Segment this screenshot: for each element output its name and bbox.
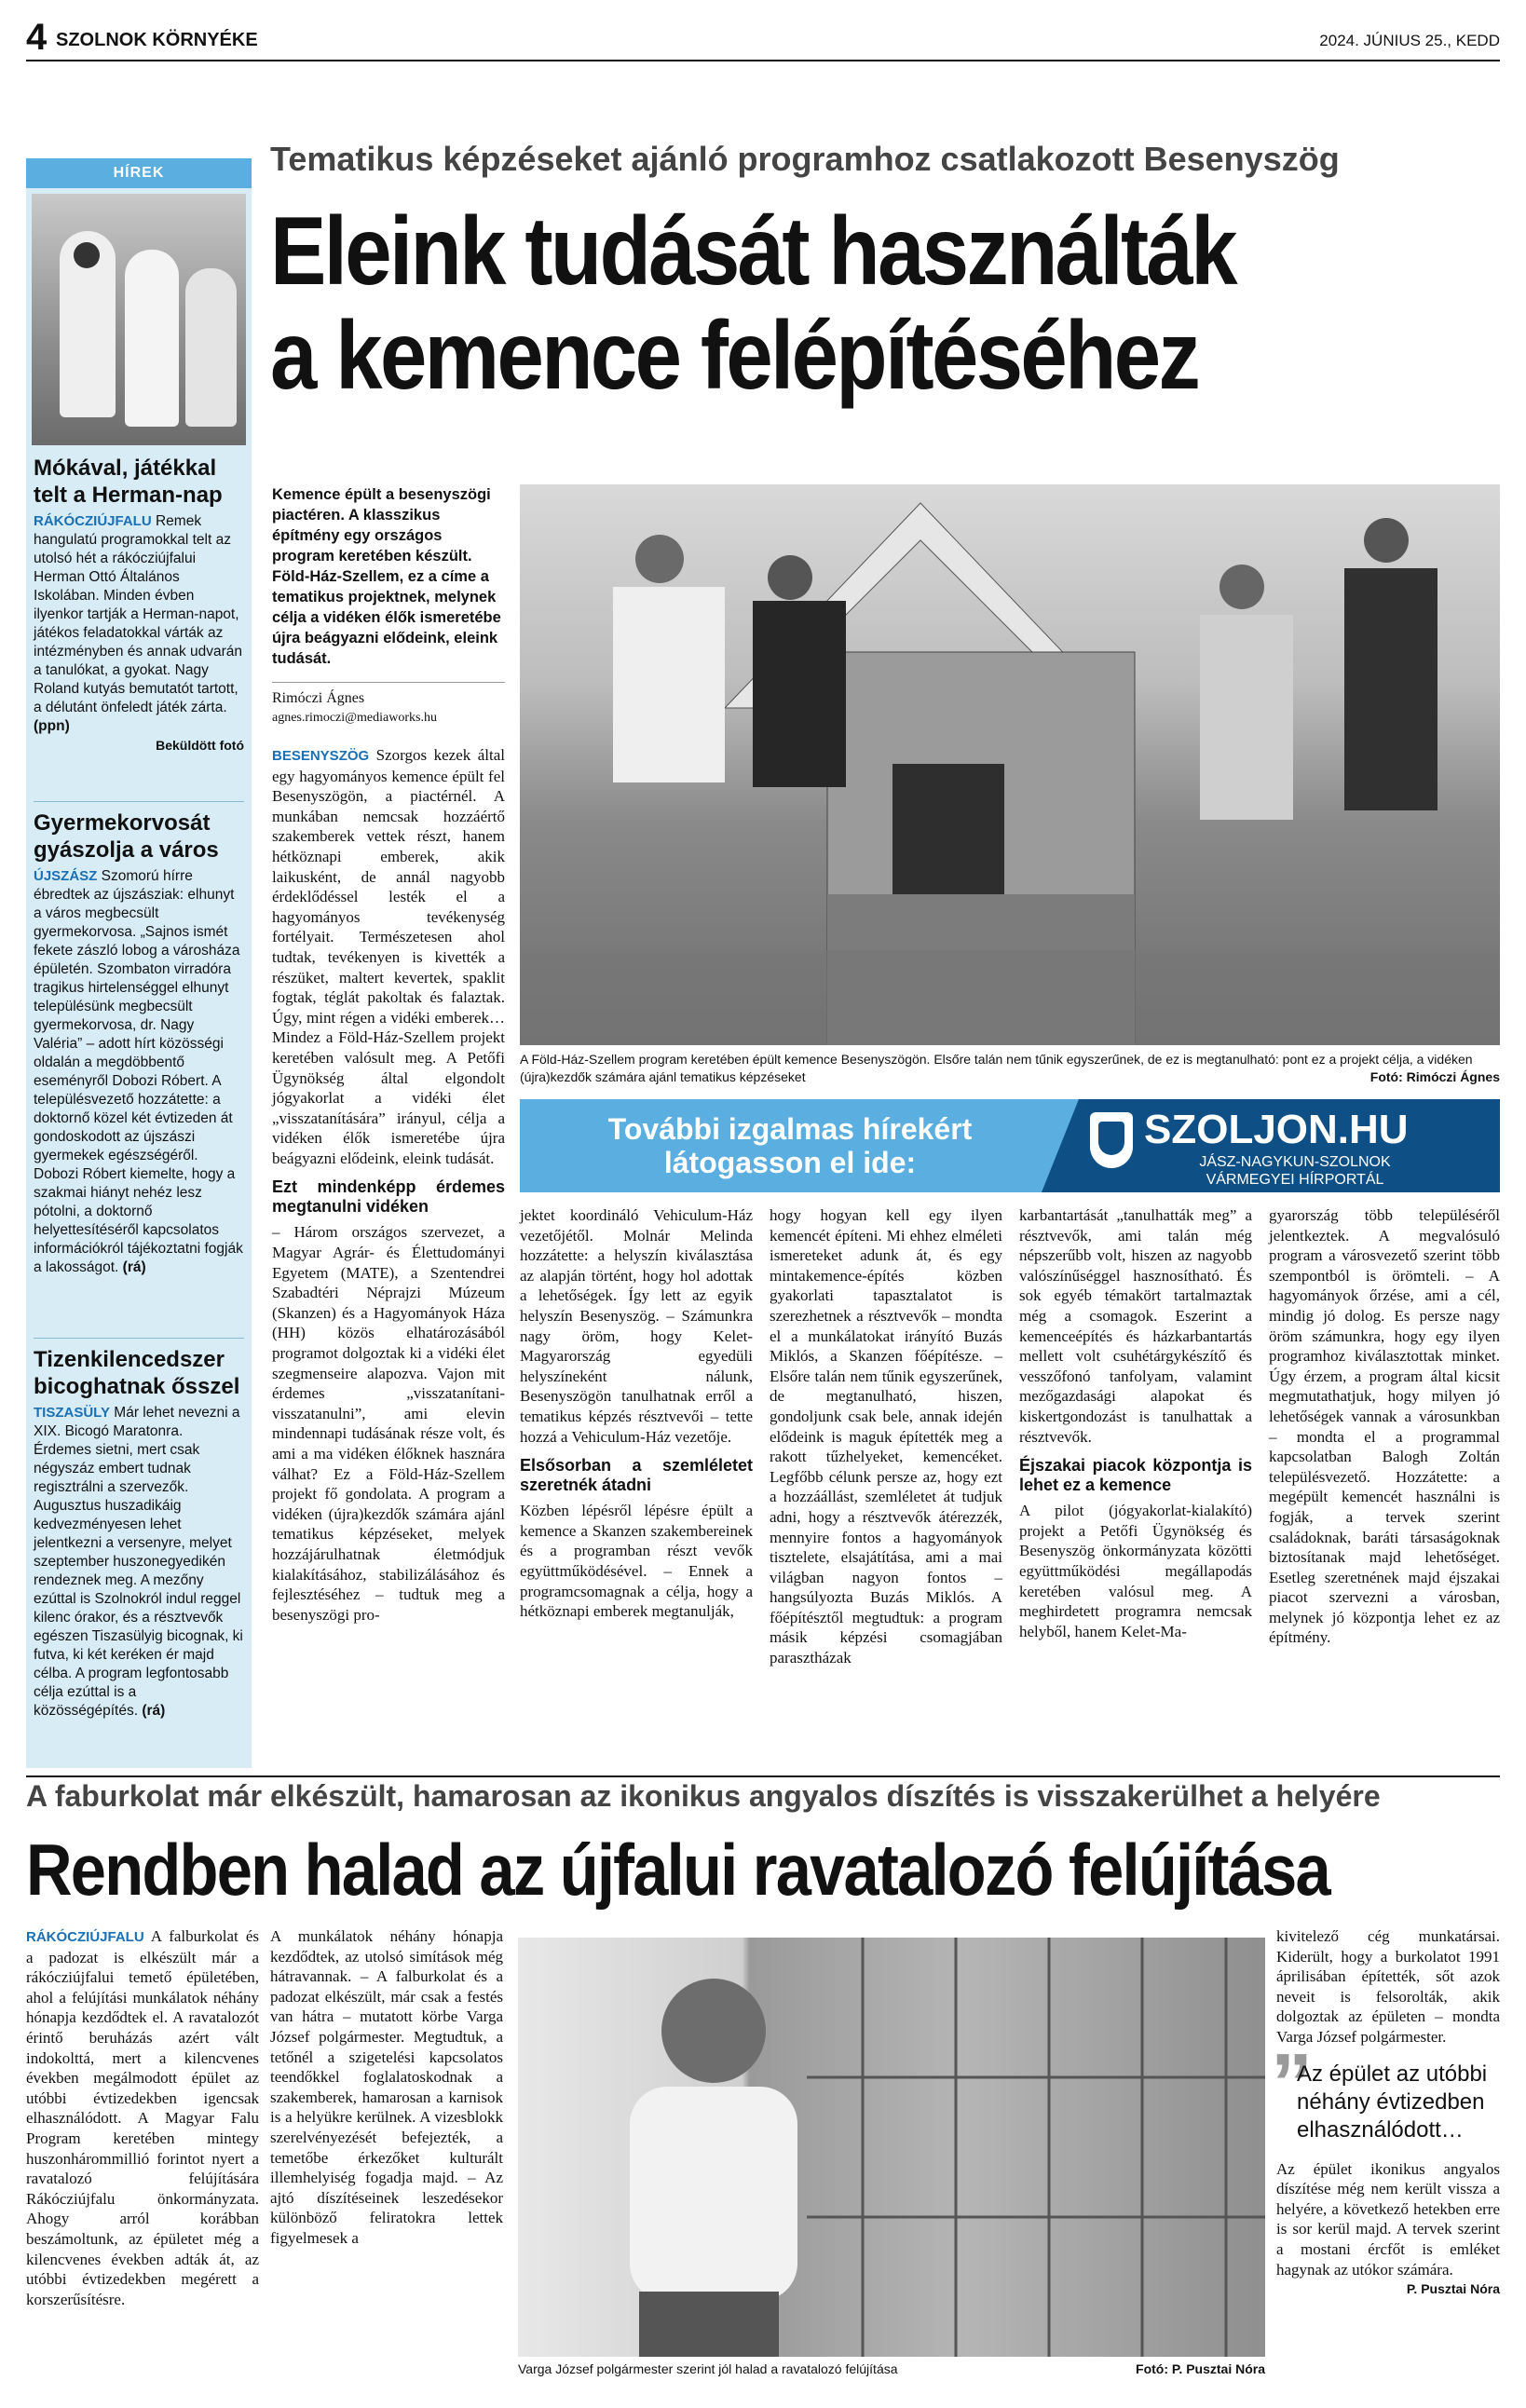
photo-credit: Fotó: Rimóczi Ágnes bbox=[1369, 1069, 1500, 1084]
location-tag: ÚJSZÁSZ bbox=[34, 868, 98, 884]
szoljon-ad-banner[interactable] bbox=[520, 1099, 1500, 1192]
sidebar-headline: Mókával, játékkal telt a Herman-nap bbox=[34, 456, 223, 508]
oven-photo bbox=[520, 484, 1500, 1045]
subheading: Ezt mindenképp érdemes megtanulni vidéken bbox=[272, 1177, 505, 1217]
article-kicker: Tematikus képzéseket ajánló programhoz csatlakozott Besenyszög bbox=[270, 140, 1340, 178]
subheading: Elsősorban a szemléletet szeretnék átadni bbox=[520, 1456, 753, 1495]
article-lead: Kemence épült a besenyszögi piactéren. A klasszikus építmény egy országos program keretében készült. Föld-Ház-Szellem, ez a címe a tematikus projektnek, melynek célja a vidéken élők ismeretébe újra beágyazni elődeink, eleink tudását. bbox=[272, 486, 501, 667]
sidebar-label: HÍREK bbox=[26, 158, 252, 188]
kids-costume-photo bbox=[32, 194, 246, 445]
page-number: 4 bbox=[26, 17, 48, 58]
issue-date: 2024. JÚNIUS 25., KEDD bbox=[1319, 32, 1500, 49]
photo-credit: Fotó: P. Pusztai Nóra bbox=[1136, 2361, 1265, 2376]
news-sidebar bbox=[26, 158, 252, 1768]
page-header bbox=[26, 17, 1500, 61]
sidebar-headline: Tizenkilencedszer bicoghatnak ősszel bbox=[34, 1347, 240, 1399]
sidebar-headline: Gyermekorvosát gyászolja a város bbox=[34, 810, 219, 863]
article-column: karbantartását „tanulhatták meg” a résztvevők, ami talán még népszerűbb volt, hiszen az nagyobb valószínűséggel hasznosítható. És sok egyéb témakört tartalmaztak még a csomagok. Eszerint a kemenceépítés és házkarbantartás mellett volt csuhétárgykészítő és vesszőfonó tanfolyam, valamint mezőgazdasági alapokat és kiskertgondozást is tanulhattak a résztvevők. Éjszakai piacok központja is lehet ez a kemence A pilot (jógyakorlat-kialakító) projekt a Petőfi Ügynökség és Besenyszög önkormányzata közötti együttműködési megállapodás keretében valósul meg. A meghirdetett programra nemcsak helyből, hanem Kelet-Ma- bbox=[1019, 1206, 1252, 1640]
photo-caption: A Föld-Ház-Szellem program keretében épült kemence Besenyszögön. Elsőre talán nem tűnik egyszerűnek, de ez is megtanulható: pont ez a projekt célja, a vidéken (újra)kezdők számára ajánl tematikus képzéseket Fotó: Rimóczi Ágnes bbox=[520, 1052, 1500, 1084]
article-headline: Eleink tudását használták a kemence felépítéséhez bbox=[270, 197, 1235, 410]
mayor-photo bbox=[518, 1938, 1265, 2357]
ad-text: További izgalmas hírekért látogasson el ide: bbox=[607, 1112, 973, 1179]
section-divider bbox=[26, 1775, 1500, 1777]
section-title: SZOLNOK KÖRNYÉKE bbox=[56, 30, 258, 50]
quote-mark-icon: ” bbox=[1271, 2036, 1313, 2130]
pull-quote: ” Az épület az utóbbi néhány évtizedben elhasználódott… bbox=[1271, 2036, 1488, 2143]
article-column: kivitelező cég munkatársai. Kiderült, hogy a burkolatot 1991 áprilisában építették, sőt azok neveit is felsorolták, akik dolgoztak az épületen – mondta Varga József polgármester. ” Az épület az utóbbi néhány évtizedben elhasználódott… Az épület ikonikus angyalos díszítése még nem került vissza a helyére, a következő hetekben erre is sor kerül majd. A tervek szerint a mostani ércfőt is emléket hagynak az utókor számára. P. Pusztai Nóra bbox=[1276, 1926, 1500, 2300]
photo-credit: Beküldött fotó bbox=[156, 738, 244, 753]
ad-brand: SZOLJON.HU bbox=[1144, 1107, 1409, 1152]
sidebar-article-text: TISZASÜLY Már lehet nevezni a XIX. Bicogó Maratonra. Érdemes sietni, mert csak négyszáz embert tudnak regisztrálni a szervezők. Augusztus huszadikáig kedvezményesen lehet jelentkezni a versenyre, melyet szeptember huszonegyedikén rendeznek meg. A mezőny ezúttal is Szolnokról indul reggel kilenc órakor, és a résztvevők egészen Tiszasülyig bicognak, ki futva, ki két keréken ér majd célba. A program legfontosabb célja ezúttal is a közösségépítés. (rá) bbox=[34, 1405, 243, 1719]
article-headline: Rendben halad az újfalui ravatalozó felújítása bbox=[26, 1829, 1329, 1911]
article-kicker: A faburkolat már elkészült, hamarosan az ikonikus angyalos díszítés is visszakerülhet a helyére bbox=[26, 1779, 1381, 1813]
sidebar-article-text: ÚJSZÁSZ Szomorú hírre ébredtek az újszásziak: elhunyt a város megbecsült gyermekorvosa. „Sajnos ismét fekete zászló lobog a városháza épületén. Szombaton virradóra tragikus hirtelenséggel elhunyt településünk megbecsült gyermekorvosa, dr. Nagy Valéria” – adott hírt közösségi oldalán a megdöbbentő eseményről Dobozi Róbert. A településvezető hozzátette: a doktornő közel két évtizeden át gondoskodott az újszászi gyermekek egészségéről. Dobozi Róbert kiemelte, hogy a szakmai hiányt nehéz lesz pótolni, a doktornő helyettesítéséről kapcsolatos információkról tájékoztatni fogják a lakosságot. (rá) bbox=[34, 868, 243, 1275]
article-column: BESENYSZÖG Szorgos kezek által egy hagyományos kemence épült fel Besenyszögön, a piactérnél. A munkában nemcsak hozzáértő szakemberek vettek részt, hanem hétköznapi emberek, akik laikusként, de annál nagyobb érdeklődéssel lesték el a hagyományos tevékenység fortélyait. Természetesen ahol tudtak, tevékenyen is kivették a részüket, maltert kevertek, spaklit fogtak, téglát pakoltak és falaztak. Úgy, mint régen a vidéki emberek… Mindez a Föld-Ház-Szellem projekt keretében valósult meg. A Petőfi Ügynökség által elgondolt jógyakorlat a vidéki élet „visszatanítására” irányul, célja a vidéken élők ismeretébe újra beágyazni elődeink, eleink tudását. Ezt mindenképp érdemes megtanulni vidéken – Három országos szervezet, a Magyar Agrár- és Élettudományi Egyetem (MATE), a Szentendrei Szabadtéri Néprajzi Múzeum (Skanzen) és a Hagyományok Háza (HH) közös elhatározásából programot dolgoztak ki a vidéki élet szegmenseire alapozva. Vajon mit érdemes „visszatanítani-visszatanulni”, ami elevin mindennapi tudásának része volt, és ami a ma vidéken élőknek hasznára válhat? Ez a Föld-Ház-Szellem projekt fő gondolata. A program a vidéken (újra)kezdők számára ajánl tematikus képzéseket, melyek hozzájárulhatnak életmódjuk kialakításához, stabilizálásához és fejlesztéséhez – tudtuk meg a besenyszögi pro- bbox=[272, 746, 505, 1624]
location-tag: RÁKÓCZIÚJFALU bbox=[26, 1929, 144, 1945]
article-sign: P. Pusztai Nóra bbox=[1406, 2281, 1500, 2297]
location-tag: BESENYSZÖG bbox=[272, 748, 370, 764]
author-email: agnes.rimoczi@mediaworks.hu bbox=[272, 711, 437, 725]
oven-illustration bbox=[520, 484, 1500, 1045]
article-column: gyarország több településéről jelentkeztek. A megvalósuló program a városvezető szerint több szempontból is örömteli. – A hagyományok őrzése, ami a cél, mindig jó dolog. Es persze nagy öröm számunkra, hogy egy ilyen programhoz kiválasztottak minket. Úgy érzem, a program által kicsit megmutathatjuk, hogy milyen jó lehetőségek vannak a városunkban – mondta el a programmal kapcsolatban Balogh Zoltán településvezető. Hozzátette: a megépült kemencét használni is fogják, a tervek szerint családoknak, baráti társaságoknak biztosítanak majd lehetőséget. Esetleg szeretnének majd éjszakai piacot szervezni a városban, melynek jó központja lehet ez az építmény. bbox=[1269, 1206, 1500, 1647]
sidebar-article-text: RÁKÓCZIÚJFALU Remek hangulatú programokkal telt az utolsó hét a rákócziújfalui Herman Ottó Általános Iskolában. Minden évben ilyenkor tartják a Herman-napot, játékos feladatokkal várták az intézményben és annak udvarán a tanulókat, a gyokat. Nagy Roland kutyás bemutatót tartott, a délutánt önfeledt játék zárta. (ppn) bbox=[34, 513, 243, 734]
article-column: RÁKÓCZIÚJFALU A falburkolat és a padozat is elkészült már a rákócziújfalui temető épületében, ahol a felújítási munkálatok néhány hónapja kezdődtek el. A ravatalozót érintő beruházás azért vált indokolttá, mert a kilencvenes években megálmodott épület az utóbbi évtizedekben igencsak elhasználódott. A Magyar Falu Program keretében mintegy huszonhárommillió forintot nyert a ravatalozó felújítására Rákócziújfalu önkormányzata. Ahogy arról korábban beszámoltunk, az épületet még a kilencvenes években adták át, az utóbbi évtizedekben megérett a korszerűsítésre. bbox=[26, 1927, 259, 2308]
author-name: Rimóczi Ágnes bbox=[272, 690, 365, 706]
location-tag: RÁKÓCZIÚJFALU bbox=[34, 513, 152, 529]
photo-caption: Varga József polgármester szerint jól halad a ravatalozó felújítása Fotó: P. Pusztai Nóra bbox=[518, 2361, 1265, 2376]
mayor-illustration bbox=[518, 1938, 1265, 2357]
article-column: A munkálatok néhány hónapja kezdődtek, az utolsó simítások még hátravannak. – A falburkolat és a padozat elkészült, már csak a festés van hátra – mutatott körbe Varga József polgármester. Megtudtuk, a tetőnél a szigetelési kapcsolatos teendőkkel foglalatoskodnak a szakemberek, hamarosan a karnisok is a helyükre kerülnek. A vizesblokk szerelvényezését befejezték, a temetőbe érkezőket kulturált illemhelyiség fogadja majd. – Az ajtó díszítéseinek leszedésekor különböző feliratokra lettek figyelmesek a bbox=[270, 1927, 503, 2247]
ad-tagline: JÁSZ-NAGYKUN-SZOLNOK VÁRMEGYEI HÍRPORTÁL bbox=[1199, 1154, 1391, 1188]
subheading: Éjszakai piacok központja is lehet ez a kemence bbox=[1019, 1456, 1252, 1495]
article-column: hogy hogyan kell egy ilyen kemencét építeni. Mi ehhez elméleti ismereteket adunk át, és egy mintakemence-építés közben gyakorlati tapasztalatot is szerezhetnek a résztvevők – mondta el a munkálatokat irányító Buzás Miklós, a Skanzen főépítésze. – Elsőre talán nem tűnik egyszerűnek, de megtanulható, hiszen, gondoljunk csak bele, annak idején elődeink is maguk építették meg a rakott tűzhelyeket, kemencéket. Legfőbb célunk persze az, hogy ezt a hozzáállást, szemléletet át tudjuk adni, hogy a résztvevők átérezzék, mennyire fontos a hagyományok tisztelete, elsajátítása, ami a mai világban nagyon fontos – hangsúlyozta Buzás Miklós. A főépítésztől megtudtuk: a program másik képzési csomagjában parasztházak bbox=[770, 1206, 1002, 1667]
location-tag: TISZASÜLY bbox=[34, 1405, 110, 1421]
byline bbox=[272, 682, 505, 726]
shield-icon bbox=[1090, 1112, 1133, 1168]
article-column: jektet koordináló Vehiculum-Ház vezetőjétől. Molnár Melinda hozzátette: a helyszín kiválasztása az alapján történt, hogy hol adottak a lehetőségek. Így lett az egyik helyszín Besenyszög. – Számunkra nagy öröm, hogy Kelet-Magyarország egyedüli helyszíneként nálunk, Besenyszögön tanulhatnak erről a tematikus képzés résztvevői – tette hozzá a Vehiculum-Ház vezetője. Elsősorban a szemléletet szeretnék átadni Közben lépésről lépésre épült a kemence a Skanzen szakembereinek és a programban részt vevők együttműködésével. – Ennek a programcsomagnak a célja, hogy a hétköznapi emberek megtanulják, bbox=[520, 1206, 753, 1621]
